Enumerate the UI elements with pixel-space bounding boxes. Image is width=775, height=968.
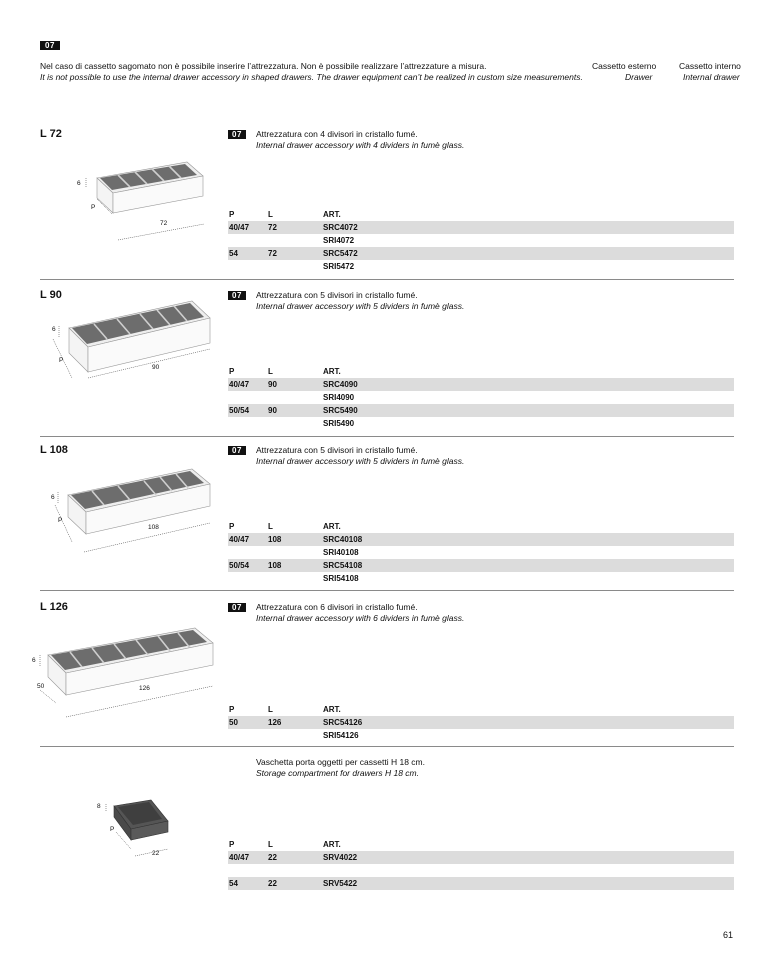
product-table bbox=[228, 703, 734, 742]
note-italian: Nel caso di cassetto sagomato non è possibile inserire l’attrezzatura. Non è possibile realizzare l’attrezzature a misura. bbox=[40, 61, 487, 71]
dim-height: 6 bbox=[51, 494, 55, 501]
table-row: 54 22 SRV5422 bbox=[228, 877, 734, 890]
desc-italian: Attrezzatura con 5 divisori in cristallo fumé. bbox=[256, 290, 418, 300]
product-table bbox=[228, 838, 734, 890]
section-title: L 90 bbox=[40, 289, 62, 301]
product-table bbox=[228, 520, 734, 585]
dim-depth: P bbox=[58, 517, 63, 524]
dim-depth: 50 bbox=[37, 683, 45, 690]
table-row: 50/54 108 SRC54108 bbox=[228, 559, 734, 572]
table-header: P L ART. bbox=[229, 840, 341, 849]
section-badge: 07 bbox=[228, 291, 246, 300]
divider bbox=[40, 436, 734, 437]
table-row: 40/47 90 SRC4090 bbox=[228, 378, 734, 391]
table-row: SRI4072 bbox=[323, 236, 355, 245]
dim-width: 90 bbox=[152, 364, 160, 371]
section-title: L 126 bbox=[40, 601, 68, 613]
table-row: SRI5472 bbox=[323, 262, 355, 271]
table-row: SRI5490 bbox=[323, 419, 355, 428]
table-row: SRI54108 bbox=[323, 574, 359, 583]
dim-width: 108 bbox=[148, 524, 159, 531]
col-drawer-en: Drawer bbox=[625, 72, 653, 82]
desc-english: Internal drawer accessory with 4 dividers in fumè glass. bbox=[256, 140, 465, 150]
divider bbox=[40, 590, 734, 591]
desc-italian: Attrezzatura con 5 divisori in cristallo fumé. bbox=[256, 445, 418, 455]
desc-english: Internal drawer accessory with 5 dividers in fumè glass. bbox=[256, 301, 465, 311]
table-row: 40/47 22 SRV4022 bbox=[228, 851, 734, 864]
product-table bbox=[228, 208, 734, 273]
dim-height: 6 bbox=[77, 180, 81, 187]
table-row: 50/54 90 SRC5490 bbox=[228, 404, 734, 417]
desc-italian: Attrezzatura con 4 divisori in cristallo fumé. bbox=[256, 129, 418, 139]
table-row: 54 72 SRC5472 bbox=[228, 247, 734, 260]
dim-height: 6 bbox=[32, 657, 36, 664]
storage-desc-english: Storage compartment for drawers H 18 cm. bbox=[256, 768, 419, 778]
dim-height: 6 bbox=[52, 326, 56, 333]
table-header: P L ART. bbox=[229, 705, 341, 714]
section-badge: 07 bbox=[40, 41, 60, 50]
table-header: P L ART. bbox=[229, 522, 341, 531]
dim-depth: P bbox=[110, 826, 115, 833]
section-title: L 108 bbox=[40, 444, 68, 456]
table-row: SRI40108 bbox=[323, 548, 359, 557]
table-row: SRI54126 bbox=[323, 731, 359, 740]
desc-english: Internal drawer accessory with 6 dividers in fumè glass. bbox=[256, 613, 465, 623]
divider bbox=[40, 746, 734, 747]
table-row: 40/47 72 SRC4072 bbox=[228, 221, 734, 234]
dim-width: 72 bbox=[160, 220, 168, 227]
dim-depth: P bbox=[59, 357, 64, 364]
table-spacer bbox=[228, 864, 734, 877]
col-internal-en: Internal drawer bbox=[683, 72, 740, 82]
section-badge: 07 bbox=[228, 130, 246, 139]
col-internal-it: Cassetto interno bbox=[679, 61, 741, 71]
col-drawer-it: Cassetto esterno bbox=[592, 61, 657, 71]
dim-width: 22 bbox=[152, 850, 160, 857]
desc-english: Internal drawer accessory with 5 dividers in fumè glass. bbox=[256, 456, 465, 466]
note-english: It is not possible to use the internal drawer accessory in shaped drawers. The drawer equipment can’t be realized in custom size measurements. bbox=[40, 72, 583, 82]
storage-compartment-illustration bbox=[0, 0, 1, 1]
divider bbox=[40, 279, 734, 280]
product-table bbox=[228, 365, 734, 430]
table-header: P L ART. bbox=[229, 367, 341, 376]
storage-desc-italian: Vaschetta porta oggetti per cassetti H 18 cm. bbox=[256, 757, 425, 767]
header-art: ART. bbox=[323, 210, 341, 219]
header-p: P bbox=[229, 210, 235, 219]
header-l: L bbox=[268, 210, 273, 219]
section-badge: 07 bbox=[228, 446, 246, 455]
dim-depth: P bbox=[91, 204, 96, 211]
dim-height: 8 bbox=[97, 803, 101, 810]
table-header bbox=[228, 208, 734, 221]
section-badge: 07 bbox=[228, 603, 246, 612]
table-row: SRI4090 bbox=[323, 393, 355, 402]
dim-width: 126 bbox=[139, 685, 150, 692]
table-row: 40/47 108 SRC40108 bbox=[228, 533, 734, 546]
section-title: L 72 bbox=[40, 128, 62, 140]
table-row: 50 126 SRC54126 bbox=[228, 716, 734, 729]
page-number: 61 bbox=[723, 930, 734, 940]
desc-italian: Attrezzatura con 6 divisori in cristallo fumé. bbox=[256, 602, 418, 612]
